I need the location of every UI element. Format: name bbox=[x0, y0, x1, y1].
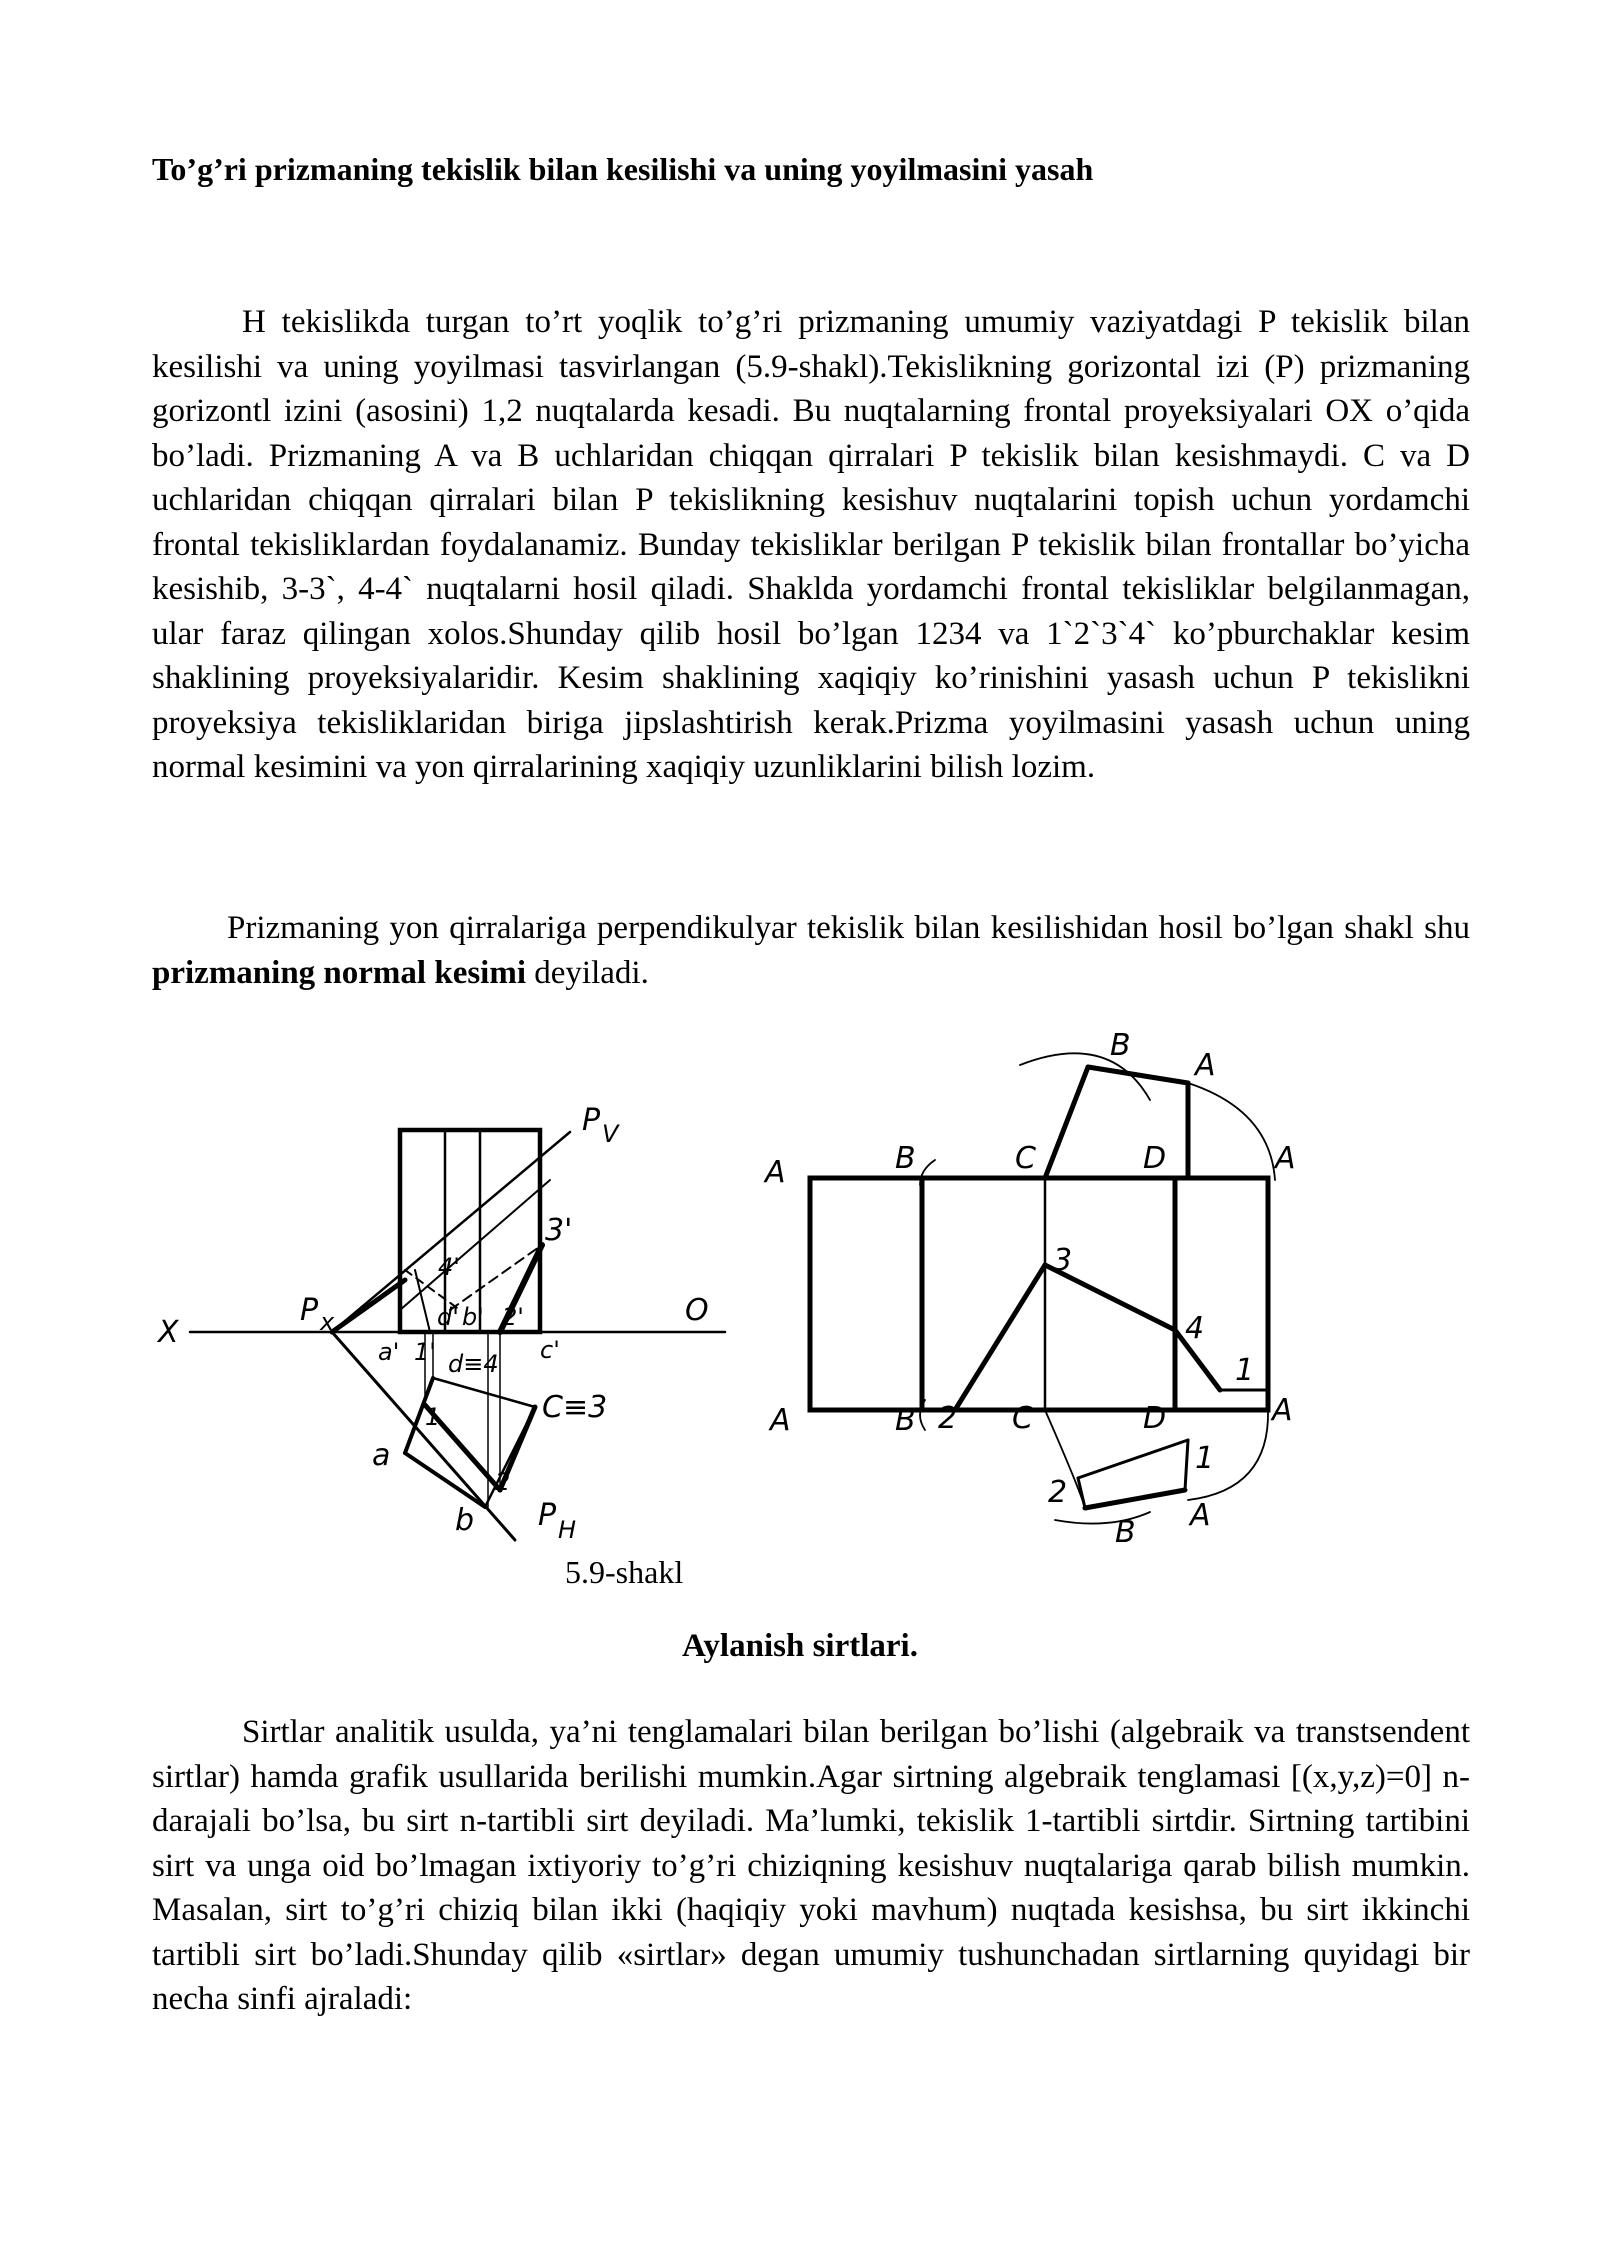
label-2-flap: 2 bbox=[1048, 1475, 1068, 1510]
label-a-left-bottom: A bbox=[770, 1403, 791, 1438]
paragraph-1: H tekislikda turgan to’rt yoqlik to’g’ri prizmaning umumiy vaziyatdagi P tekislik bilan kesilishi va uning yoyilmasi tasvirlangan (5.9-shakl).Tekislikning gorizontal izi (P) prizmaning gorizontl izini (asosini) 1,2 nuqtalarda kesadi. Bu nuqtalarning frontal proyeksiyalari OX o’qida bo’ladi. Prizmaning A va B uchlaridan chiqqan qirralari P tekislik bilan kesishmaydi. C va D uchlaridan chiqqan qirralari bilan P tekislikning kesishuv nuqtalarini topish uchun yordamchi frontal tekisliklardan foydalanamiz. Bunday tekisliklar berilgan P tekislik bilan frontallar bo’yicha kesishib, 3-3`, 4-4` nuqtalarni hosil qiladi. Shaklda yordamchi frontal tekisliklar belgilanmagan, ular faraz qilingan xolos.Shunday qilib hosil bo’lgan 1234 va 1`2`3`4` ko’pburchaklar kesim shaklining proyeksiyalaridir. Kesim shaklining xaqiqiy ko’rinishini yasash uchun P tekislikni proyeksiya tekisliklaridan biriga jipslashtirish kerak.Prizma yoyilmasini yasash uchun uning normal kesimini va yon qirralarining xaqiqiy uzunliklarini bilish lozim. bbox=[152, 304, 1470, 785]
label-d-top: D bbox=[1143, 1141, 1167, 1176]
paragraph-2-end: deyiladi. bbox=[526, 954, 649, 991]
label-a: a bbox=[372, 1438, 391, 1473]
label-4-prime: 4' bbox=[438, 1253, 460, 1281]
label-a-flap-bottom: A bbox=[1190, 1498, 1211, 1533]
label-ph-sub: H bbox=[558, 1516, 577, 1544]
label-4: 4 bbox=[1185, 1311, 1205, 1346]
label-d-eq-4: d≡4 bbox=[448, 1350, 499, 1378]
projection-labels bbox=[156, 1103, 709, 1544]
label-2: 2 bbox=[495, 1468, 511, 1496]
label-c-prime: c' bbox=[540, 1336, 560, 1364]
label-c-eq-3: C≡3 bbox=[542, 1390, 608, 1425]
label-3: 3 bbox=[1053, 1243, 1073, 1278]
normal-section-term: prizmaning normal kesimi bbox=[152, 954, 527, 991]
label-a-right-top: A bbox=[1275, 1141, 1296, 1176]
label-2-bottom: 2 bbox=[938, 1401, 958, 1436]
section-title: To’g’ri prizmaning tekislik bilan kesilishi va uning yoyilmasini yasah bbox=[152, 151, 1094, 187]
label-d-bottom: D bbox=[1143, 1401, 1167, 1436]
label-a-flap: A bbox=[1195, 1048, 1216, 1083]
label-b-flap: B bbox=[1110, 1028, 1131, 1063]
figure-caption: 5.9-shakl bbox=[565, 1554, 684, 1590]
label-pv: P bbox=[582, 1103, 601, 1138]
label-d-prime: d' bbox=[437, 1303, 459, 1331]
label-1-prime: 1' bbox=[414, 1338, 436, 1366]
paragraph-2 bbox=[152, 906, 1470, 995]
label-a-left-top: A bbox=[765, 1155, 786, 1190]
label-x-axis: X bbox=[158, 1315, 179, 1350]
label-o-axis: O bbox=[685, 1293, 709, 1328]
label-b-bottom: B bbox=[895, 1403, 916, 1438]
projection-drawing bbox=[190, 1130, 725, 1540]
label-3-prime: 3' bbox=[545, 1213, 573, 1248]
label-b-flap-bottom: B bbox=[1115, 1515, 1136, 1550]
label-a-prime: a' bbox=[378, 1338, 400, 1366]
label-2-prime: 2' bbox=[502, 1303, 524, 1331]
label-px: P bbox=[300, 1293, 319, 1328]
label-c-bottom: C bbox=[1012, 1401, 1033, 1436]
label-a-right-bottom: A bbox=[1272, 1393, 1293, 1428]
label-pv-sub: V bbox=[602, 1120, 619, 1148]
label-px-sub: x bbox=[320, 1308, 335, 1336]
label-1: 1 bbox=[425, 1403, 441, 1431]
figure-5-9-drawing bbox=[150, 1020, 1310, 1560]
figure-5-9 bbox=[150, 1020, 1310, 1560]
paragraph-3: Sirtlar analitik usulda, ya’ni tenglamalari bilan berilgan bo’lishi (algebraik va transtsendent sirtlar) hamda grafik usullarida berilishi mumkin.Agar sirtning algebraik tenglamasi [(x,y,z)=0] n-darajali bo’lsa, bu sirt n-tartibli sirt deyiladi. Ma’lumki, tekislik 1-tartibli sirtdir. Sirtning tartibini sirt va unga oid bo’lmagan ixtiyoriy to’g’ri chiziqning kesishuv nuqtalariga qarab bilish mumkin. Masalan, sirt to’g’ri chiziq bilan ikki (haqiqiy yoki mavhum) nuqtada kesishsa, bu sirt ikkinchi tartibli sirt bo’ladi.Shunday qilib «sirtlar» degan umumiy tushunchadan sirtlarning quyidagi bir necha sinfi ajraladi: bbox=[152, 1714, 1470, 2017]
label-1-flap: 1 bbox=[1195, 1441, 1215, 1476]
paragraph-2-text: Prizmaning yon qirralariga perpendikulyar tekislik bilan kesilishidan hosil bo’lgan shakl shu bbox=[227, 910, 1470, 946]
label-b: b bbox=[455, 1503, 475, 1538]
label-b-prime: b' bbox=[462, 1303, 484, 1331]
label-ph: P bbox=[538, 1498, 557, 1533]
label-c-top: C bbox=[1015, 1141, 1036, 1176]
label-b-top: B bbox=[895, 1141, 916, 1176]
label-1-right: 1 bbox=[1235, 1353, 1255, 1388]
section-subtitle: Aylanish sirtlari. bbox=[682, 1628, 918, 1664]
